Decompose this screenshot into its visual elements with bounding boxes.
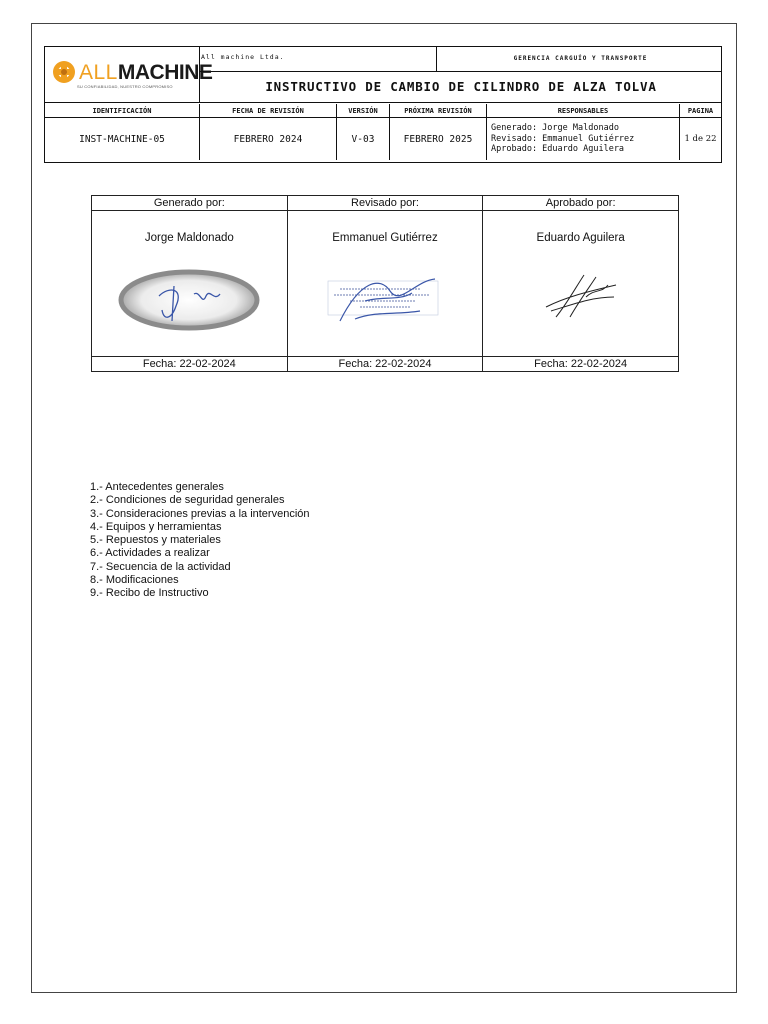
toc-item: 1.- Antecedentes generales [90,481,224,493]
responsable-generado: Generado: Jorge Maldonado [491,123,619,134]
toc-item: 3.- Consideraciones previas a la intervención [90,507,310,520]
toc-item: 2.- Condiciones de seguridad generales [90,494,285,507]
divider [199,71,721,72]
signer-name: Emmanuel Gutiérrez [332,232,438,244]
department-name: GERENCIA CARGUÍO Y TRANSPORTE [513,55,648,62]
version-value: V-03 [337,118,390,161]
company-name: All machine Ltda. [201,53,285,61]
signature-table [91,195,679,372]
handwritten-signature-icon [536,267,626,327]
logo-cell [45,47,213,102]
toc-item: 5.- Repuestos y materiales [90,534,221,547]
logo-word-all: ALL [79,61,118,84]
handwritten-signature-icon [114,266,264,336]
responsable-aprobado: Aprobado: Eduardo Aguilera [491,144,625,155]
col-version: VERSIÓN [337,104,390,118]
department-cell [436,47,724,71]
signature-cell [287,211,483,357]
responsable-revisado: Revisado: Emmanuel Gutiérrez [491,133,635,144]
logo-slogan: SU CONFIABILIDAD, NUESTRO COMPROMISO [77,84,173,89]
toc-item: 8.- Modificaciones [90,574,179,587]
signature-role: Generado por: [92,196,288,211]
proxima-revision-value: FEBRERO 2025 [390,118,487,161]
toc-item: 7.- Secuencia de la actividad [90,560,231,573]
col-identificacion: IDENTIFICACIÓN [45,104,200,118]
document-title: INSTRUCTIVO DE CAMBIO DE CILINDRO DE ALZA TOLVA [265,79,657,94]
table-of-contents [90,481,310,601]
signature-date: Fecha: 22-02-2024 [92,357,288,372]
col-responsables: RESPONSABLES [487,104,680,118]
identificacion-value: INST-MACHINE-05 [45,118,200,161]
signer-name: Eduardo Aguilera [536,232,625,244]
toc-item: 4.- Equipos y herramientas [90,520,222,533]
signature-role: Revisado por: [287,196,483,211]
document-header [44,46,722,163]
divider [45,102,721,103]
signature-date: Fecha: 22-02-2024 [483,357,679,372]
col-pagina: PAGINA [680,104,722,118]
machine-logo-icon [51,59,77,85]
signature-cell [92,211,288,357]
signature-cell [483,211,679,357]
responsables-value [487,118,680,161]
logo-wordmark [79,61,212,85]
col-proxima-revision: PRÓXIMA REVISIÓN [390,104,487,118]
stamped-signature-icon [320,271,450,331]
logo-word-machine: MACHINE [117,61,213,84]
document-meta-table [45,104,721,160]
col-fecha-revision: FECHA DE REVISIÓN [200,104,337,118]
signature-role: Aprobado por: [483,196,679,211]
pagina-value: 1 de 22 [684,134,717,144]
toc-item: 6.- Actividades a realizar [90,547,210,560]
signer-name: Jorge Maldonado [144,232,234,244]
signature-date: Fecha: 22-02-2024 [287,357,483,372]
fecha-revision-value: FEBRERO 2024 [200,118,337,161]
toc-item: 9.- Recibo de Instructivo [90,587,209,600]
